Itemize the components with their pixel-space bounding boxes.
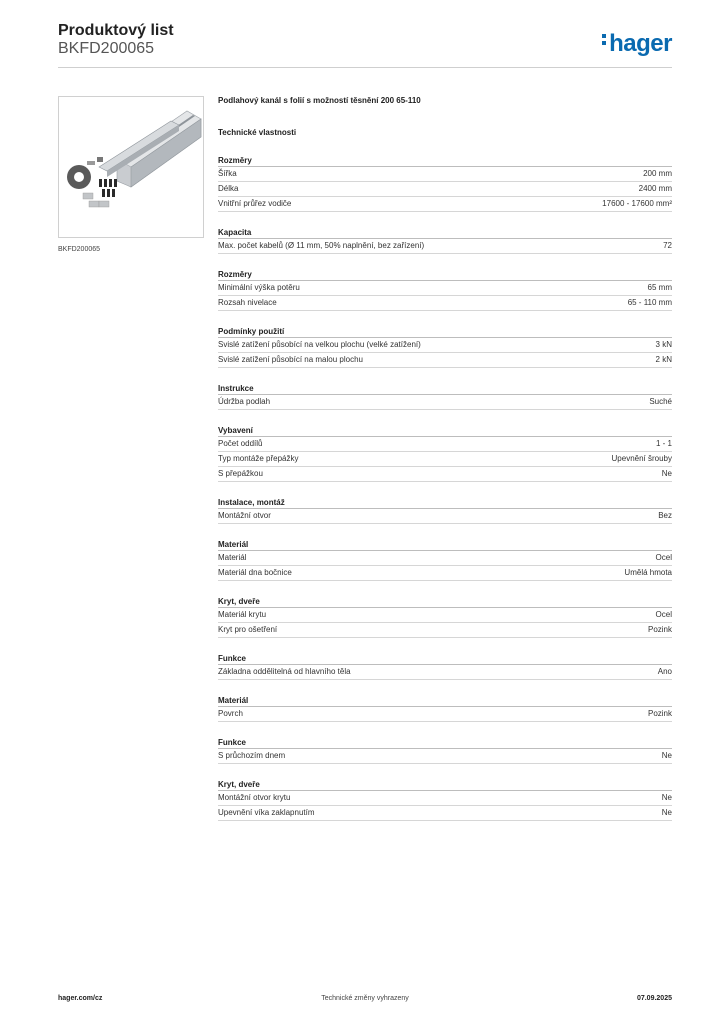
spec-label: Materiál [218,553,247,562]
spec-label: Materiál dna bočnice [218,568,292,577]
spec-label: Svislé zatížení působící na velkou plochu (velké zatížení) [218,340,421,349]
spec-group [218,155,672,212]
spec-content [218,96,672,821]
logo-text: hager [609,30,672,57]
spec-value: Suché [649,397,672,406]
spec-row [218,806,672,821]
footer-website-link[interactable]: hager.com/cz [58,995,103,1002]
page-footer [58,995,672,1011]
spec-value: 1 - 1 [655,439,672,448]
spec-row [218,566,672,581]
spec-label: Max. počet kabelů (Ø 11 mm, 50% naplnění, bez zařízení) [218,241,425,250]
spec-row [218,182,672,197]
spec-value: Pozink [647,709,672,718]
spec-row [218,608,672,623]
spec-group-title: Rozměry [218,155,672,167]
spec-row [218,452,672,467]
spec-label: S průchozím dnem [218,751,286,760]
doc-title: Produktový list [58,22,174,39]
spec-label: Svislé zatížení působící na malou plochu [218,355,363,364]
spec-group-title: Funkce [218,737,672,749]
spec-group-title: Instrukce [218,383,672,395]
spec-value: Ne [661,751,672,760]
spec-value: 65 mm [647,283,672,292]
spec-value: 3 kN [655,340,672,349]
spec-group-title: Vybavení [218,425,672,437]
footer-note: Technické změny vyhrazeny [321,995,409,1002]
spec-row [218,665,672,680]
spec-row [218,791,672,806]
spec-row [218,167,672,182]
spec-group [218,779,672,821]
spec-group [218,737,672,764]
spec-label: Délka [218,184,239,193]
spec-group-title: Instalace, montáž [218,497,672,509]
spec-group [218,269,672,311]
spec-label: Kryt pro ošetření [218,625,278,634]
spec-group [218,326,672,368]
spec-label: Montážní otvor [218,511,271,520]
spec-label: Počet oddílů [218,439,263,448]
spec-value: Bez [658,511,672,520]
spec-value: Umělá hmota [624,568,672,577]
spec-value: Ano [657,667,672,676]
spec-value: 65 - 110 mm [627,298,672,307]
spec-row [218,239,672,254]
floor-duct-illustration [59,97,203,237]
spec-value: Ne [661,793,672,802]
spec-row [218,296,672,311]
spec-value: 2 kN [655,355,672,364]
spec-label: Materiál krytu [218,610,267,619]
spec-label: Údržba podlah [218,397,271,406]
spec-label: Rozsah nivelace [218,298,277,307]
spec-value: 72 [663,241,672,250]
spec-groups [218,155,672,821]
spec-label: Vnitřní průřez vodiče [218,199,292,208]
hager-logo [602,30,672,58]
spec-group-title: Rozměry [218,269,672,281]
spec-group [218,497,672,524]
spec-group [218,695,672,722]
section-title: Technické vlastnosti [218,128,297,137]
spec-row [218,338,672,353]
doc-code: BKFD200065 [58,40,155,57]
spec-value: Ne [661,469,672,478]
page-header [58,22,672,68]
spec-value: Pozink [647,625,672,634]
spec-group [218,596,672,638]
spec-row [218,509,672,524]
spec-label: Povrch [218,709,243,718]
spec-group [218,539,672,581]
spec-label: S přepážkou [218,469,263,478]
spec-value: Ne [661,808,672,817]
spec-row [218,395,672,410]
spec-group-title: Kapacita [218,227,672,239]
spec-value: Upevnění šrouby [611,454,672,463]
image-caption: BKFD200065 [58,246,101,253]
spec-group [218,383,672,410]
spec-value: 2400 mm [638,184,672,193]
spec-group [218,653,672,680]
spec-value: 17600 - 17600 mm² [602,199,672,208]
spec-group-title: Funkce [218,653,672,665]
spec-label: Typ montáže přepážky [218,454,299,463]
spec-row [218,551,672,566]
spec-group-title: Materiál [218,695,672,707]
logo-dots-icon [602,34,607,48]
spec-group [218,227,672,254]
spec-group-title: Kryt, dveře [218,779,672,791]
spec-row [218,707,672,722]
product-name: Podlahový kanál s folií s možností těsnění 200 65-110 [218,96,421,105]
product-image [58,96,204,238]
spec-row [218,281,672,296]
spec-row [218,353,672,368]
spec-row [218,749,672,764]
spec-row [218,437,672,452]
spec-group [218,425,672,482]
spec-value: Ocel [655,553,672,562]
spec-label: Montážní otvor krytu [218,793,291,802]
spec-row [218,197,672,212]
spec-label: Minimální výška potěru [218,283,300,292]
spec-row [218,467,672,482]
spec-label: Upevnění víka zaklapnutím [218,808,315,817]
spec-group-title: Materiál [218,539,672,551]
spec-value: 200 mm [643,169,672,178]
spec-row [218,623,672,638]
footer-date: 07.09.2025 [636,995,672,1002]
spec-group-title: Kryt, dveře [218,596,672,608]
spec-label: Základna oddělitelná od hlavního těla [218,667,351,676]
spec-value: Ocel [655,610,672,619]
spec-group-title: Podmínky použití [218,326,672,338]
spec-label: Šířka [218,169,237,178]
